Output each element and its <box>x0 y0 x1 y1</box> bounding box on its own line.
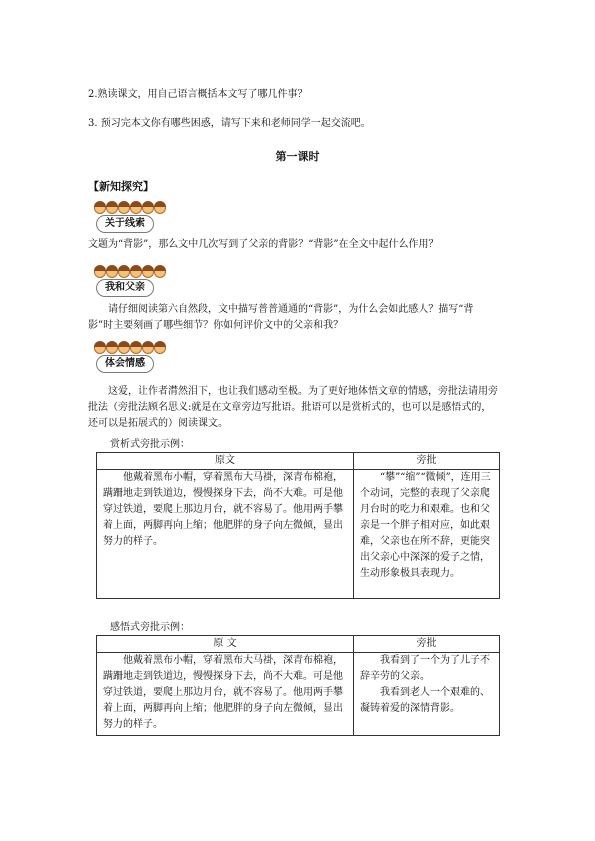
table2-note-1: 我看到了一个为了儿子不辞辛劳的父亲。 <box>360 655 490 682</box>
kids-banner-father <box>94 264 174 304</box>
table1-original-text: 他戴着黑布小帽，穿着黑布大马褂，深青布棉袍，蹒跚地走到铁道边，慢慢探身下去，尚不大难。可是他穿过铁道，要爬上那边月台，就不容易了。他用两手攀着上面，两脚再向上缩；他肥胖的身子向左微倾，显出努力的样子。 <box>103 472 343 547</box>
table1-note-text: “攀”“缩”“微倾”，连用三个动词，完整的表现了父亲爬月台时的吃力和艰难。也和父亲是一个胖子相对应，如此艰难，父亲也在所不辞，更能突出父亲心中深深的爱子之情，生动形象极具表现力。 <box>360 472 491 579</box>
section-heading: 【新知探究】 <box>88 180 154 193</box>
kids-banner-feeling <box>94 340 174 380</box>
banner-label-father: 我和父亲 <box>96 279 154 297</box>
lesson-title: 第一课时 <box>275 150 320 163</box>
table1-header-original: 原文 <box>97 453 354 470</box>
kids-banner-clue <box>94 200 174 240</box>
table2-caption: 感悟式旁批示例： <box>110 622 190 633</box>
table2-original-text: 他戴着黑布小帽，穿着黑布大马褂，深青布棉袍，蹒跚地走到铁道边，慢慢探身下去，尚不大难。可是他穿过铁道，要爬上那边月台，就不容易了。他用两手攀着上面，两脚再向上缩；他肥胖的身子向左微倾，显出努力的样子。 <box>103 655 343 730</box>
appreciation-annotation-table <box>96 452 500 599</box>
insight-annotation-table <box>96 635 500 736</box>
table2-header-original: 原 文 <box>97 636 354 653</box>
table1-header-note: 旁批 <box>354 453 500 470</box>
table1-caption: 赏析式旁批示例： <box>110 439 190 450</box>
question-2: 2.熟读课文，用自己语言概括本文写了哪几件事？ <box>88 89 308 100</box>
banner-label-feeling: 体会情感 <box>96 355 154 373</box>
father-question: 请仔细阅读第六自然段，文中描写普普通通的“背影”，为什么会如此感人？描写“背影”时主要刻画了哪些细节？你如何评价文中的父亲和我？ <box>88 304 474 331</box>
feeling-intro: 这爱，让作者潸然泪下，也让我们感动至极。为了更好地体悟文章的情感，旁批法请用旁批法（旁批法顾名思义:就是在文章旁边写批语。批语可以是赏析式的，也可以是感悟式的，还可以是拓展式的）阅读课文。 <box>88 386 498 429</box>
clue-question: 文题为“背影”，那么文中几次写到了父亲的背影？“背影”在全文中起什么作用？ <box>88 239 439 250</box>
banner-label-clue: 关于线索 <box>96 215 154 233</box>
table2-header-note: 旁批 <box>354 636 500 653</box>
table2-note-2: 我看到老人一个艰难的、凝铸着爱的深情背影。 <box>360 687 490 714</box>
question-3: 3. 预习完本文你有哪些困惑，请写下来和老师同学一起交流吧。 <box>88 118 371 129</box>
